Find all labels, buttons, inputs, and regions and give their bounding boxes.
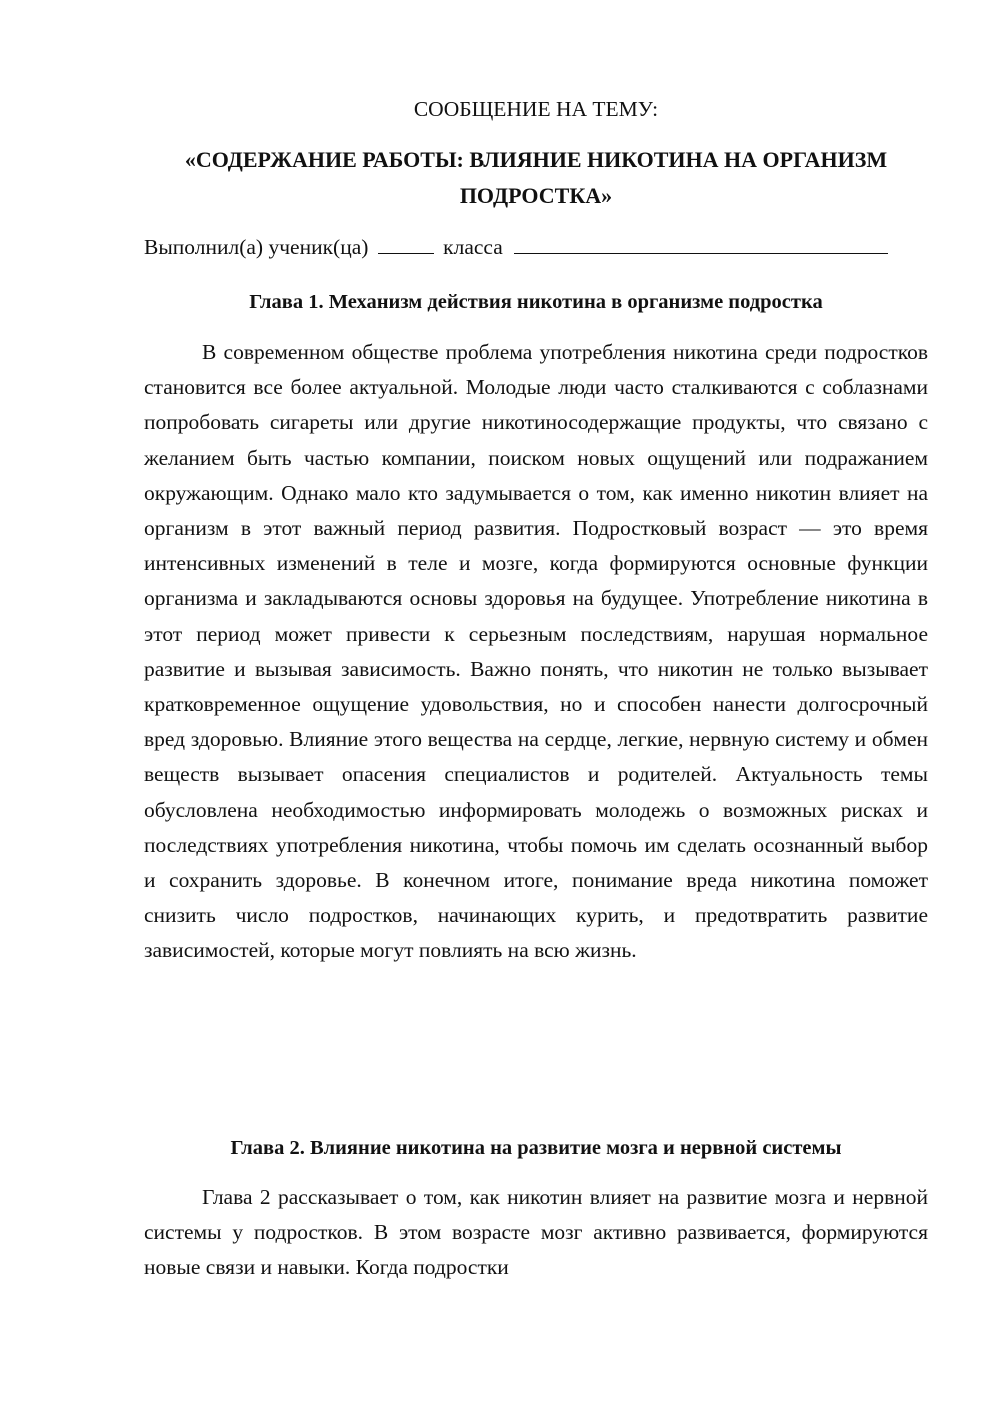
chapter-2-title: Глава 2. Влияние никотина на развитие мозга и нервной системы [230,1137,842,1159]
chapter-1-paragraph: В современном обществе проблема употребления никотина среди подростков становится все более актуальной. Молодые люди часто сталкиваются с соблазнами попробовать сигареты или другие никотиносодержащие продукты, что связано с желанием быть частью компании, поиском новых ощущений или подражанием окружающим. Однако мало кто задумывается о том, как именно никотин влияет на организм в этот важный период развития. Подростковый возраст — это время интенсивных изменений в теле и мозге, когда формируются основные функции организма и закладываются основы здоровья на будущее. Употребление никотина в этот период может привести к серьезным последствиям, нарушая нормальное развитие и вызывая зависимость. Важно понять, что никотин не только вызывает кратковременное ощущение удовольствия, но и способен нанести долгосрочный вред здоровью. Влияние этого вещества на сердце, легкие, нервную систему и обмен веществ вызывает опасения специалистов и родителей. Актуальность темы обусловлена необходимостью информировать молодежь о возможных рисках и последствиях употребления никотина, чтобы помочь им сделать осознанный выбор и сохранить здоровье. В конечном итоге, понимание вреда никотина поможет снизить число подростков, начинающих курить, и предотвратить развитие зависимостей, которые могут повлиять на всю жизнь. [144,340,928,963]
document-title: «СОДЕРЖАНИЕ РАБОТЫ: ВЛИЯНИЕ НИКОТИНА НА ОРГАНИЗМ ПОДРОСТКА» [184,147,888,208]
class-label: класса [443,235,503,259]
chapter-2-paragraph: Глава 2 рассказывает о том, как никотин влияет на развитие мозга и нервной системы у подростков. В этом возрасте мозг активно развивается, формируются новые связи и навыки. Когда подростки [144,1185,928,1280]
student-name-blank [514,233,888,254]
document-heading-subtitle: СООБЩЕНИЕ НА ТЕМУ: [413,97,659,121]
class-number-blank [378,233,434,254]
student-label: Выполнил(а) ученик(ца) [144,235,369,259]
chapter-1-title: Глава 1. Механизм действия никотина в организме подростка [249,291,823,313]
student-info-line [144,230,928,264]
